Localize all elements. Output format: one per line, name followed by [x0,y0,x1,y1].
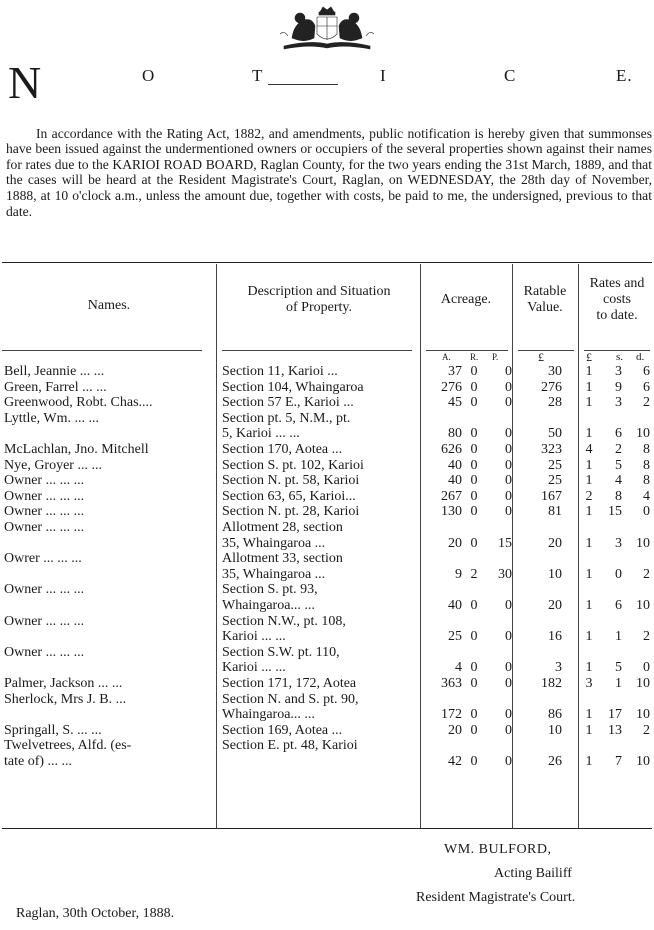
cell-shillings: 13 [608,722,622,738]
notice-letter: E. [616,66,633,85]
cell-perches: 30 [498,566,512,582]
cell-description: Allotment 33, section [222,551,343,567]
notice-letter: I [380,66,387,85]
cell-pounds: 1 [585,753,593,769]
cell-pence: 2 [643,566,650,582]
cell-pounds: 1 [585,722,593,738]
cell-acres: 267 [441,488,462,504]
cell-roods: 0 [470,473,478,489]
cell-pence: 10 [636,753,650,769]
notice-divider [268,84,338,85]
cell-description: Section N.W., pt. 108, [222,613,346,629]
cell-acres: 363 [441,676,462,691]
cell-shillings: 3 [615,535,622,551]
table-row [2,504,652,520]
cell-shillings: 5 [615,660,622,676]
header-underline [222,350,412,351]
notice-letter: C [504,66,517,85]
cell-shillings: 3 [615,395,622,411]
cell-shillings: 6 [615,597,622,613]
table-bottom-rule [2,828,652,829]
cell-roods: 0 [470,535,478,551]
cell-roods: 0 [470,707,478,723]
cell-perches: 0 [505,660,512,676]
cell-roods: 0 [470,488,478,504]
cell-shillings: 9 [615,379,622,395]
cell-shillings: 17 [608,707,622,723]
cell-acres: 80 [448,426,462,442]
table-row [2,645,652,676]
cell-description: Whaingaroa... ... [222,597,315,613]
unit-shillings: s. [616,351,624,363]
cell-description: Section N. pt. 28, Karioi [222,504,360,520]
cell-perches: 0 [505,457,512,473]
cell-description: Section 104, Whaingaroa [222,379,364,395]
cell-ratable-value: 25 [548,457,562,473]
cell-pence: 6 [643,379,650,395]
cell-name: tate of) ... ... [4,753,73,769]
header-value-line: Value. [527,300,563,315]
cell-roods: 2 [470,566,478,582]
cell-pounds: 2 [585,488,593,504]
cell-pence: 2 [643,722,650,738]
cell-shillings: 1 [615,629,622,645]
cell-roods: 0 [470,442,478,457]
cell-pounds: 3 [585,676,593,691]
header-underline [518,350,574,351]
cell-acres: 42 [448,753,462,769]
cell-ratable-value: 182 [541,676,562,691]
cell-pence: 6 [643,364,650,379]
cell-perches: 0 [505,676,512,691]
cell-ratable-value: 86 [548,707,562,723]
cell-pence: 8 [643,457,650,473]
unit-value-pound: £ [538,350,544,364]
cell-name: Lyttle, Wm. ... ... [4,410,100,426]
cell-description: Section S. pt. 102, Karioi [222,457,364,473]
cell-pounds: 1 [585,364,593,379]
cell-shillings: 3 [615,364,622,379]
header-underline [2,350,202,351]
cell-perches: 0 [505,707,512,723]
cell-pounds: 1 [585,504,593,520]
cell-shillings: 8 [615,488,622,504]
cell-roods: 0 [470,426,478,442]
cell-pence: 8 [643,473,650,489]
table-row [2,723,652,739]
cell-acres: 172 [441,707,462,723]
cell-ratable-value: 10 [548,566,562,582]
cell-pounds: 1 [585,379,593,395]
cell-shillings: 1 [615,676,622,691]
cell-acres: 276 [441,379,462,395]
cell-shillings: 5 [615,457,622,473]
cell-pence: 2 [643,629,650,645]
header-ratable-value [512,284,578,316]
cell-ratable-value: 20 [548,535,562,551]
cell-ratable-value: 30 [548,364,562,379]
cell-shillings: 0 [615,566,622,582]
cell-acres: 45 [448,395,462,411]
cell-description: Section pt. 5, N.M., pt. [222,410,351,426]
cell-name: Bell, Jeannie ... ... [4,364,105,379]
cell-perches: 0 [505,629,512,645]
cell-acres: 4 [455,660,462,676]
cell-shillings: 6 [615,426,622,442]
cell-shillings: 7 [615,753,622,769]
signature-court: Resident Magistrate's Court. [416,890,576,905]
cell-ratable-value: 81 [548,504,562,520]
cell-perches: 0 [505,753,512,769]
cell-name: Nye, Groyer ... ... [4,457,102,473]
header-value-line: Ratable [523,284,567,299]
cell-description: Section 169, Aotea ... [222,722,343,738]
cell-pence: 0 [643,660,650,676]
table-row [2,411,652,442]
cell-roods: 0 [470,379,478,395]
cell-description: Section E. pt. 48, Karioi [222,738,358,754]
cell-ratable-value: 26 [548,753,562,769]
cell-ratable-value: 28 [548,395,562,411]
notice-initial-letter: N [8,57,42,108]
header-rates-line: to date. [596,308,638,323]
cell-perches: 0 [505,379,512,395]
cell-description: 35, Whaingaroa ... [222,535,326,551]
cell-pence: 10 [636,597,650,613]
cell-perches: 0 [505,426,512,442]
cell-pence: 2 [643,395,650,411]
cell-ratable-value: 25 [548,473,562,489]
cell-pounds: 1 [585,660,593,676]
cell-acres: 40 [448,473,462,489]
table-row [2,614,652,645]
table-row [2,582,652,613]
table-row [2,442,652,458]
notice-heading [8,57,638,108]
table-row [2,458,652,474]
cell-name: Owner ... ... ... [4,582,85,598]
cell-description: Section S.W. pt. 110, [222,644,340,660]
cell-roods: 0 [470,676,478,691]
cell-shillings: 2 [615,442,622,457]
table-row [2,551,652,582]
table-row [2,520,652,551]
cell-ratable-value: 3 [555,660,562,676]
cell-acres: 40 [448,597,462,613]
cell-shillings: 4 [615,473,622,489]
cell-name: Owrer ... ... ... [4,551,82,567]
cell-ratable-value: 16 [548,629,562,645]
cell-name: Green, Farrel ... ... [4,379,107,395]
cell-name: Owner ... ... ... [4,504,85,520]
cell-roods: 0 [470,660,478,676]
unit-pounds: £ [586,350,592,364]
cell-pounds: 1 [585,395,593,411]
cell-perches: 0 [505,597,512,613]
cell-perches: 0 [505,504,512,520]
table-row [2,676,652,692]
cell-name: Palmer, Jackson ... ... [4,676,123,691]
cell-pence: 4 [643,488,650,504]
cell-perches: 0 [505,395,512,411]
unit-pence: d. [636,351,645,363]
table-row [2,692,652,723]
cell-pence: 8 [643,442,650,457]
cell-name: Owner ... ... ... [4,473,85,489]
cell-description: 5, Karioi ... ... [222,426,300,442]
cell-pounds: 1 [585,457,593,473]
cell-name: Springall, S. ... ... [4,722,102,738]
cell-acres: 130 [441,504,462,520]
header-names: Names. [87,298,131,313]
cell-name: Sherlock, Mrs J. B. ... [4,691,127,707]
cell-description: Section 171, 172, Aotea [222,676,357,691]
cell-roods: 0 [470,597,478,613]
cell-name: Owner ... ... ... [4,520,85,535]
cell-pence: 0 [643,504,650,520]
header-rates-costs [580,276,654,324]
cell-name: Owner ... ... ... [4,644,85,660]
cell-pence: 10 [636,676,650,691]
cell-description: Section 170, Aotea ... [222,442,343,457]
cell-ratable-value: 50 [548,426,562,442]
cell-name: McLachlan, Jno. Mitchell [4,442,149,457]
cell-roods: 0 [470,753,478,769]
cell-pounds: 1 [585,597,593,613]
cell-roods: 0 [470,629,478,645]
cell-pounds: 1 [585,426,593,442]
cell-ratable-value: 10 [548,722,562,738]
table-row [2,489,652,505]
cell-description: Allotment 28, section [222,520,343,535]
cell-description: Section N. and S. pt. 90, [222,691,359,707]
cell-name: Owner ... ... ... [4,488,85,504]
cell-name: Twelvetrees, Alfd. (es- [4,738,132,754]
table-row [2,364,652,380]
table-row [2,738,652,769]
cell-perches: 0 [505,488,512,504]
header-underline [426,350,508,351]
table-top-rule [2,262,652,263]
cell-description: Section 63, 65, Karioi... [222,488,356,504]
cell-acres: 20 [448,535,462,551]
header-rates-line: costs [603,292,631,307]
intro-paragraph: In accordance with the Rating Act, 1882, and amendments, public notification is hereby given that summonses have been issued against the undermentioned owners or occupiers of the several properties shown against their names for rates due to the KARIOI ROAD BOARD, Raglan County, for the two years ending the 31st March, 1889, and that the cases will be heard at the Resident Magistrate's Court, Raglan, on WEDNESDAY, the 28th day of November, 1888, at 10 o'clock a.m., unless the amount due, together with costs, be paid to me, the undersigned, previous to that date. [6,125,652,219]
cell-acres: 9 [455,566,462,582]
cell-roods: 0 [470,457,478,473]
header-description-line: Description and Situation [247,284,391,299]
cell-acres: 40 [448,457,462,473]
cell-name: Owner ... ... ... [4,613,85,629]
cell-description: Whaingaroa... ... [222,707,315,723]
cell-description: 35, Whaingaroa ... [222,566,326,582]
royal-coat-of-arms-icon [270,4,384,52]
cell-ratable-value: 276 [541,379,562,395]
header-acreage: Acreage. [440,292,492,307]
cell-perches: 0 [505,442,512,457]
cell-description: Section N. pt. 58, Karioi [222,473,360,489]
unit-perches: P. [492,352,499,362]
cell-roods: 0 [470,722,478,738]
notice-dateline: Raglan, 30th October, 1888. [16,906,175,921]
unit-roods: R. [470,352,479,362]
table-row [2,473,652,489]
cell-pounds: 1 [585,629,593,645]
cell-pounds: 4 [585,442,593,457]
cell-pence: 10 [636,707,650,723]
cell-acres: 25 [448,629,462,645]
cell-description: Section S. pt. 93, [222,582,318,598]
cell-pence: 10 [636,426,650,442]
cell-pounds: 1 [585,535,593,551]
cell-pounds: 1 [585,566,593,582]
notice-letter: O [142,66,156,85]
cell-pounds: 1 [585,473,593,489]
header-rates-line: Rates and [589,276,645,291]
cell-acres: 37 [448,364,462,379]
cell-pence: 10 [636,535,650,551]
signature-title: Acting Bailiff [494,866,572,881]
cell-description: Section 11, Karioi ... [222,364,338,379]
cell-ratable-value: 167 [541,488,562,504]
cell-roods: 0 [470,395,478,411]
cell-acres: 20 [448,722,462,738]
table-row [2,380,652,396]
cell-pounds: 1 [585,707,593,723]
header-description [218,284,420,316]
cell-acres: 626 [441,442,462,457]
cell-name: Greenwood, Robt. Chas.... [4,395,153,411]
cell-description: Section 57 E., Karioi ... [222,395,354,411]
table-row [2,395,652,411]
signature-name: WM. BULFORD, [444,842,552,857]
cell-description: Karioi ... ... [222,629,286,645]
cell-perches: 0 [505,722,512,738]
cell-description: Karioi ... ... [222,660,286,676]
header-description-line: of Property. [286,300,352,315]
cell-roods: 0 [470,504,478,520]
cell-shillings: 15 [608,504,622,520]
cell-perches: 0 [505,364,512,379]
cell-perches: 0 [505,473,512,489]
notice-letter: T [252,66,264,85]
unit-acres: A. [442,352,451,362]
cell-ratable-value: 323 [541,442,562,457]
cell-perches: 15 [498,535,512,551]
cell-ratable-value: 20 [548,597,562,613]
cell-roods: 0 [470,364,478,379]
